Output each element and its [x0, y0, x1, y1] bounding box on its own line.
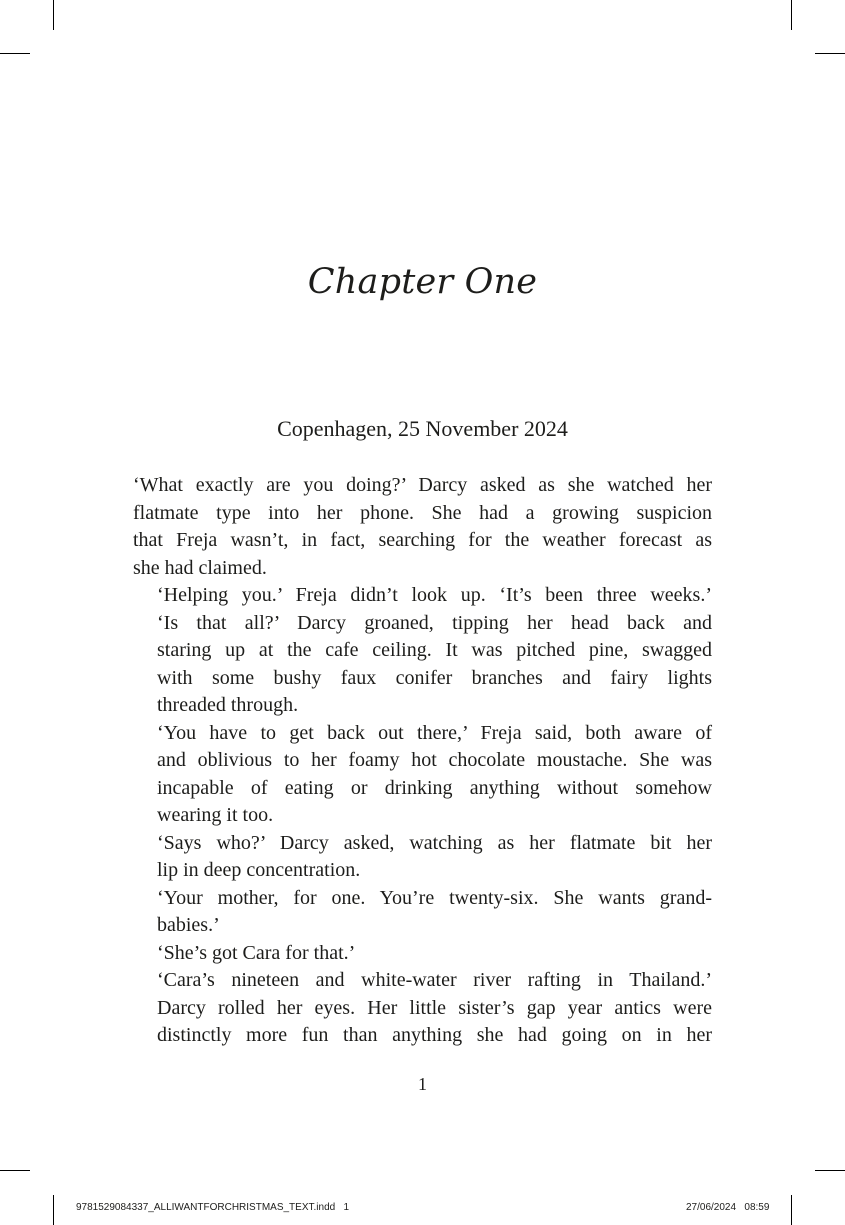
text-line: babies.’: [157, 914, 220, 936]
text-line: ‘She’s got Cara for that.’: [157, 941, 356, 964]
paragraph: [133, 967, 712, 995]
crop-mark-bottom-left-h: [0, 1170, 30, 1171]
paragraph: [133, 885, 712, 940]
crop-mark-bottom-right: [791, 1195, 792, 1225]
text-line: that Freja wasn’t, in fact, searching for the weather forecast as: [133, 529, 712, 551]
page-number: 1: [418, 1074, 427, 1094]
text-line: ‘Is that all?’ Darcy groaned, tipping her head back and: [157, 611, 712, 634]
slug-filename: 9781529084337_ALLIWANTFORCHRISTMAS_TEXT.indd 1: [76, 1202, 350, 1213]
paragraph: [133, 472, 712, 582]
slug-timestamp: 27/06/2024 08:59: [686, 1202, 770, 1213]
paragraph: [133, 610, 712, 720]
text-line: ‘Cara’s nineteen and white-water river rafting in Thailand.’: [157, 969, 712, 991]
text-line: distinctly more fun than anything she had going on in her: [157, 1024, 712, 1046]
text-line: wearing it too.: [157, 804, 274, 826]
text-line: flatmate type into her phone. She had a growing suspicion: [133, 501, 712, 524]
crop-mark-top-right: [791, 0, 792, 30]
text-line: ‘Says who?’ Darcy asked, watching as her flatmate bit her: [157, 831, 712, 854]
text-line: she had claimed.: [133, 556, 267, 579]
chapter-title: Chapter One: [307, 262, 538, 302]
location-date-line: Copenhagen, 25 November 2024: [277, 416, 568, 441]
text-line: with some bushy faux conifer branches and fairy lights: [157, 666, 712, 689]
crop-mark-bottom-left: [53, 1195, 54, 1225]
text-line: lip in deep concentration.: [157, 859, 361, 881]
text-line: and oblivious to her foamy hot chocolate moustache. She was: [157, 749, 712, 771]
text-line: ‘What exactly are you doing?’ Darcy asked as she watched her: [133, 474, 712, 496]
paragraph: [133, 582, 712, 610]
paragraph: [133, 995, 712, 1050]
text-line: threaded through.: [157, 694, 299, 716]
body-text: [133, 472, 712, 1050]
text-line: ‘Your mother, for one. You’re twenty-six. She wants grand-: [157, 886, 712, 909]
text-line: staring up at the cafe ceiling. It was pitched pine, swagged: [157, 639, 712, 661]
text-line: ‘You have to get back out there,’ Freja said, both aware of: [157, 721, 712, 744]
crop-mark-bottom-right-h: [815, 1170, 845, 1171]
paragraph: [133, 830, 712, 885]
text-line: incapable of eating or drinking anything without somehow: [157, 776, 712, 799]
crop-mark-top-left-h: [0, 53, 30, 54]
text-line: Darcy rolled her eyes. Her little sister’s gap year antics were: [157, 996, 712, 1019]
crop-mark-top-right-h: [815, 53, 845, 54]
crop-mark-top-left: [53, 0, 54, 30]
paragraph: [133, 940, 712, 968]
paragraph: [133, 720, 712, 830]
text-line: ‘Helping you.’ Freja didn’t look up. ‘It’s been three weeks.’: [157, 584, 712, 606]
